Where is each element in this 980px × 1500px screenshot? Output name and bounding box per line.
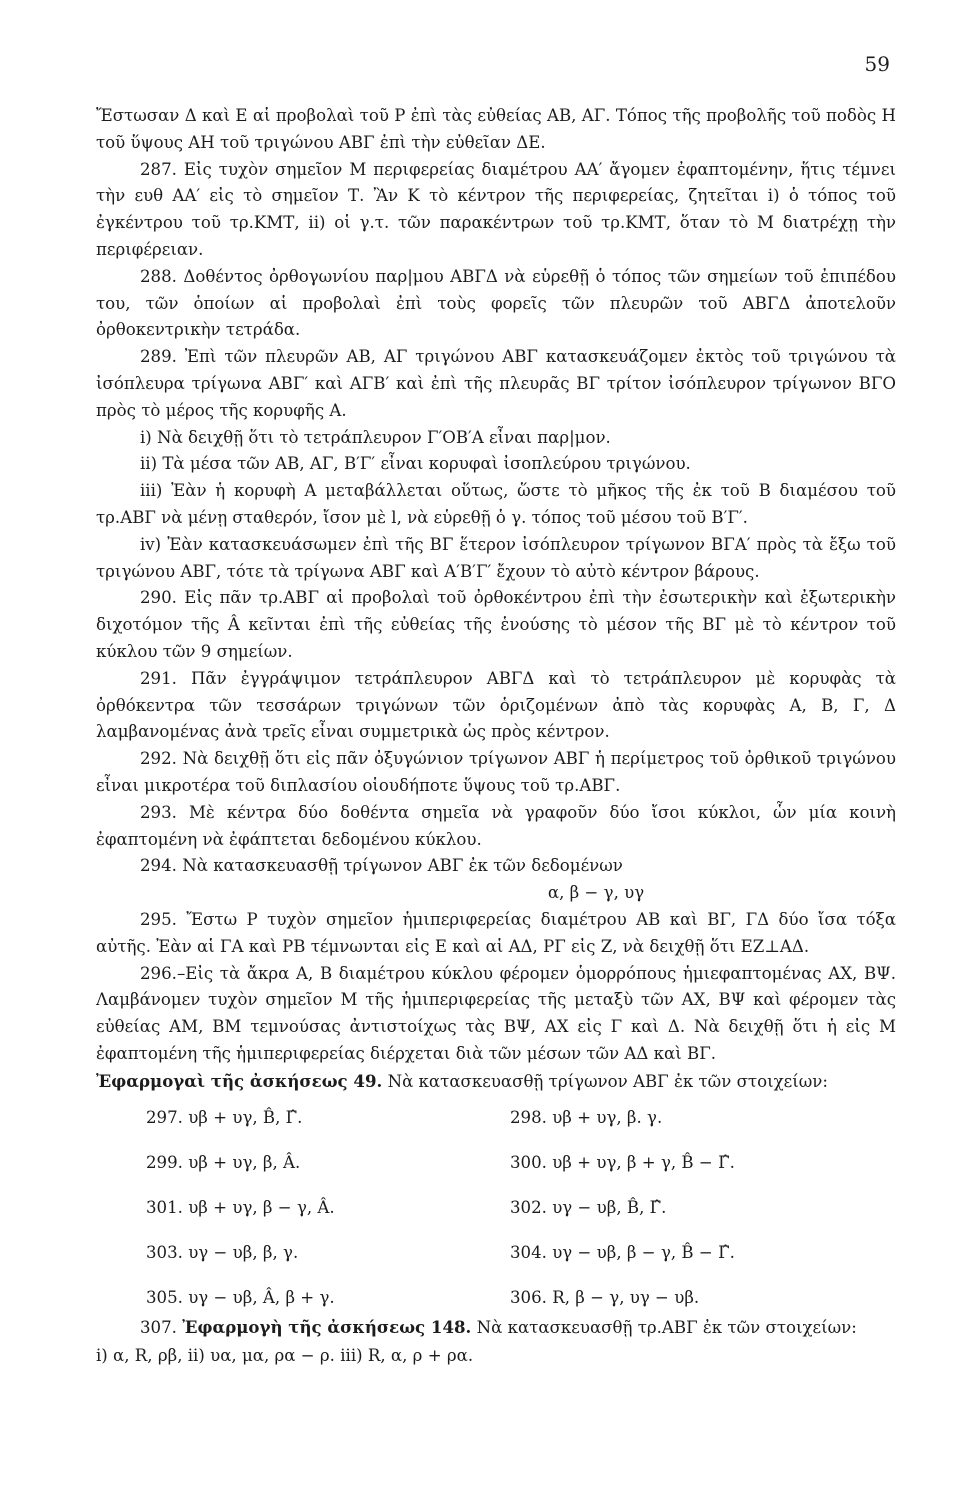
page-number: 59 [864,52,890,76]
exercise-292: 292. Νὰ δειχθῇ ὅτι εἰς πᾶν ὀξυγώνιον τρίγωνον ΑΒΓ ἡ περίμετρος τοῦ ὀρθικοῦ τριγώνου εἶναι μικροτέρα τοῦ διπλασίου οἱουδήποτε ὕψους τοῦ τρ.ΑΒΓ. [96,749,896,795]
exercise-row [146,1095,906,1140]
exercise-293: 293. Μὲ κέντρα δύο δοθέντα σημεῖα νὰ γραφοῦν δύο ἴσοι κύκλοι, ὧν μία κοινὴ ἐφαπτομένη νὰ ἐφάπτεται δεδομένου κύκλου. [96,802,896,849]
exercise-item: 301. υβ + υγ, β − γ, Â. [146,1198,335,1217]
paragraph: Ἔστωσαν Δ καὶ Ε αἱ προβολαὶ τοῦ Ρ ἐπὶ τὰς εὐθείας ΑΒ, ΑΓ. Τόπος τῆς προβολῆς τοῦ ποδὸς Η τοῦ ὕψους ΑΗ τοῦ τριγώνου ΑΒΓ ἐπὶ τὴν εὐθεῖαν ΔΕ. [96,106,896,152]
exercise-item: 300. υβ + υγ, β + γ, B̂ − Γ̂. [510,1153,735,1172]
exercise-290: 290. Εἰς πᾶν τρ.ΑΒΓ αἱ προβολαὶ τοῦ ὀρθοκέντρου ἐπὶ τὴν ἐσωτερικὴν καὶ ἐξωτερικὴν διχοτόμον τῆς Â κεῖνται ἐπὶ τῆς εὐθείας τῆς ἑνούσης τὸ μέσον τῆς ΒΓ μὲ τὸ κέντρον τοῦ κύκλου τῶν 9 σημείων. [96,588,896,661]
exercise-291: 291. Πᾶν ἐγγράψιμον τετράπλευρον ΑΒΓΔ καὶ τὸ τετράπλευρον μὲ κορυφὰς τὰ ὀρθόκεντρα τῶν τεσσάρων τριγώνων τῶν ὁριζομένων ἀπὸ τὰς κορυφὰς Α, Β, Γ, Δ λαμβανομένας ἀνὰ τρεῖς εἶναι συμμετρικὰ ὡς πρὸς κέντρον. [96,668,896,742]
exercise-289-ii: ii) Τὰ μέσα τῶν ΑΒ, ΑΓ, Β′Γ′ εἶναι κορυφαὶ ἰσοπλεύρου τριγώνου. [140,454,691,474]
exercise-item: 303. υγ − υβ, β, γ. [146,1243,299,1262]
exercise-row [146,1140,906,1185]
application-heading [96,1068,896,1096]
exercise-289-iii: iii) Ἐὰν ἡ κορυφὴ Α μεταβάλλεται οὕτως, ὥστε τὸ μῆκος τῆς ἐκ τοῦ Β διαμέσου τοῦ τρ.ΑΒΓ νὰ μένῃ σταθερόν, ἴσον μὲ l, νὰ εὑρεθῇ ὁ γ. τόπος τοῦ μέσου τοῦ Β′Γ′. [96,481,896,527]
exercise-307-items: i) α, R, ρβ, ii) υα, μα, ρα − ρ. iii) R, α, ρ + ρα. [96,1346,474,1365]
exercise-item: 298. υβ + υγ, β. γ. [510,1108,663,1127]
body-text [96,103,896,1095]
exercise-294: 294. Νὰ κατασκευασθῇ τρίγωνον ΑΒΓ ἐκ τῶν δεδομένων [140,856,623,876]
exercise-item: 305. υγ − υβ, Â, β + γ. [146,1288,335,1307]
exercise-287: 287. Εἰς τυχὸν σημεῖον Μ περιφερείας διαμέτρου ΑΑ′ ἄγομεν ἐφαπτομένην, ἥτις τέμνει τὴν ευθ ΑΑ′ εἰς τὸ σημεῖον Τ. Ἂν Κ τὸ κέντρον τῆς περιφερείας, ζητεῖται i) ὁ τόπος τοῦ ἐγκέντρου τοῦ τρ.ΚΜΤ, ii) οἱ γ.τ. τῶν παρακέντρων τοῦ τρ.ΚΜΤ, ὅταν τὸ Μ διατρέχῃ τὴν περιφέρειαν. [96,159,896,259]
exercise-item: 297. υβ + υγ, B̂, Γ̂. [146,1108,303,1127]
exercise-307-label: Ἐφαρμογὴ τῆς ἀσκήσεως 148. [182,1317,472,1337]
exercise-296: 296.–Εἰς τὰ ἄκρα Α, Β διαμέτρου κύκλου φέρομεν ὁμορρόπους ἡμιεφαπτομένας ΑΧ, ΒΨ. Λαμβάνομεν τυχὸν σημεῖον Μ τῆς ἡμιπεριφερείας τῆς μεταξὺ τῶν ΑΧ, ΒΨ καὶ φέρομεν τὰς εὐθείας ΑΜ, ΒΜ τεμνούσας ἀντιστοίχως τὰς ΒΨ, ΑΧ εἰς Γ καὶ Δ. Νὰ δειχθῇ ὅτι ἡ εἰς Μ ἐφαπτομένη τῆς ἡμιπεριφερείας διέρχεται διὰ τῶν μέσων τῶν ΑΔ καὶ ΒΓ. [96,963,896,1063]
exercise-item: 299. υβ + υγ, β, Â. [146,1153,301,1172]
exercise-307-heading [96,1313,896,1342]
application-heading-text: Νὰ κατασκευασθῇ τρίγωνον ΑΒΓ ἐκ τῶν στοιχείων: [387,1071,828,1091]
exercise-307-text: Νὰ κατασκευασθῇ τρ.ΑΒΓ ἐκ τῶν στοιχείων: [476,1318,857,1337]
exercise-item: 304. υγ − υβ, β − γ, B̂ − Γ̂. [510,1243,735,1262]
application-heading-label: Ἐφαρμογαὶ τῆς ἀσκήσεως 49. [96,1070,383,1091]
exercise-307 [96,1313,896,1370]
exercise-307-number: 307. [140,1318,177,1337]
exercise-row [146,1185,906,1230]
exercise-294-data: α, β − γ, υγ [547,883,645,903]
exercise-288: 288. Δοθέντος ὀρθογωνίου παρ|μου ΑΒΓΔ νὰ εὑρεθῇ ὁ τόπος τῶν σημείων τοῦ ἐπιπέδου του, τῶν ὁποίων αἱ προβολαὶ ἐπὶ τοὺς φορεῖς τῶν πλευρῶν τοῦ ΑΒΓΔ ἀποτελοῦν ὀρθοκεντρικὴν τετράδα. [96,266,896,340]
exercise-item: 302. υγ − υβ, B̂, Γ̂. [510,1198,667,1217]
exercise-grid [146,1095,906,1320]
exercise-row [146,1230,906,1275]
exercise-295: 295. Ἔστω Ρ τυχὸν σημεῖον ἡμιπεριφερείας διαμέτρου ΑΒ καὶ ΒΓ, ΓΔ δύο ἴσα τόξα αὐτῆς. Ἐὰν αἱ ΓΑ καὶ ΡΒ τέμνωνται εἰς Ε καὶ αἱ ΑΔ, ΡΓ εἰς Ζ, νὰ δειχθῇ ὅτι ΕΖ⊥ΑΔ. [96,909,896,956]
exercise-289: 289. Ἐπὶ τῶν πλευρῶν ΑΒ, ΑΓ τριγώνου ΑΒΓ κατασκευάζομεν ἐκτὸς τοῦ τριγώνου τὰ ἰσόπλευρα τρίγωνα ΑΒΓ′ καὶ ΑΓΒ′ καὶ ἐπὶ τῆς πλευρᾶς ΒΓ τρίτον ἰσόπλευρον τρίγωνον ΒΓΟ πρὸς τὸ μέρος τῆς κορυφῆς Α. [96,347,896,420]
exercise-289-iv: iv) Ἐὰν κατασκευάσωμεν ἐπὶ τῆς ΒΓ ἕτερον ἰσόπλευρον τρίγωνον ΒΓΑ′ πρὸς τὰ ἔξω τοῦ τριγώνου ΑΒΓ, τότε τὰ τρίγωνα ΑΒΓ καὶ Α′Β′Γ′ ἔχουν τὸ αὐτὸ κέντρον βάρους. [96,534,896,581]
exercise-item: 306. R, β − γ, υγ − υβ. [510,1288,700,1307]
exercise-289-i: i) Νὰ δειχθῇ ὅτι τὸ τετράπλευρον Γ′ΟΒ′Α εἶναι παρ|μον. [140,427,611,447]
